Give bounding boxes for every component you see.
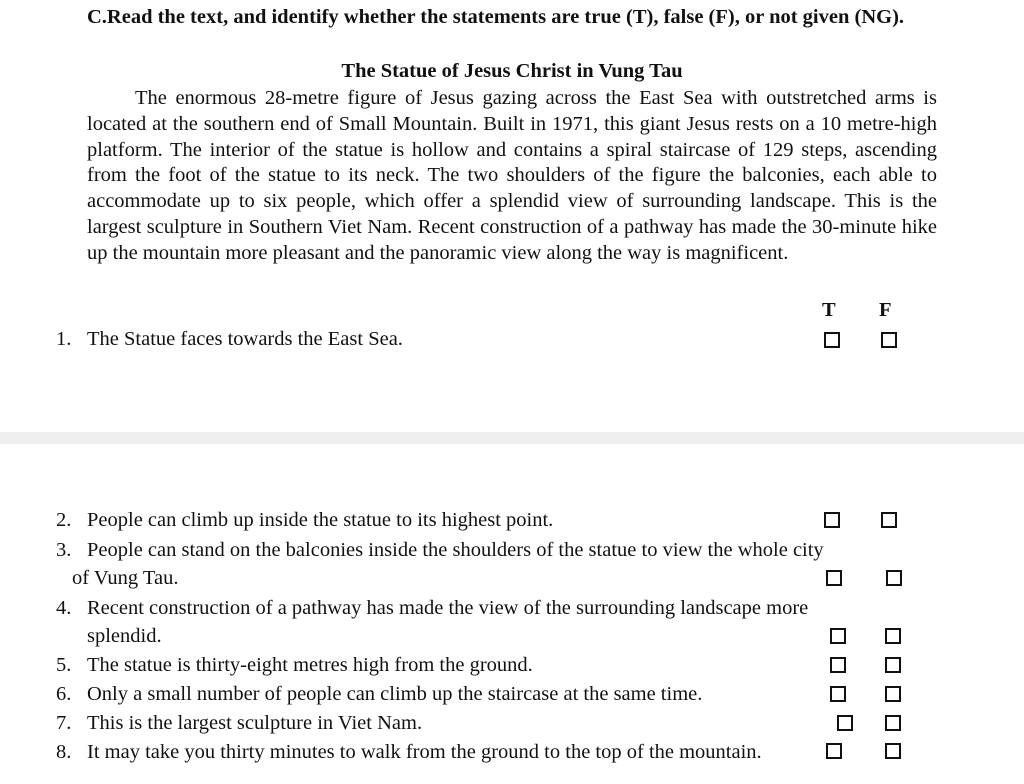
true-checkbox[interactable] — [837, 715, 853, 731]
statement-text-continued: splendid. — [87, 625, 162, 647]
false-checkbox[interactable] — [885, 715, 901, 731]
statement-text-continued: of Vung Tau. — [72, 567, 179, 589]
reading-passage: The enormous 28-metre figure of Jesus gazing across the East Sea with outstretched arms is located at the southern end of Small Mountain. Built in 1971, this giant Jesus rests on a 10 metre-high platform. The interior of the statue is hollow and contains a spiral staircase of 129 steps, ascending from the foot of the statue to its neck. The two shoulders of the figure the balconies, each able to accommodate up to six people, which offer a splendid view of surrounding landscape. This is the largest sculpture in Southern Viet Nam. Recent construction of a pathway has made the 30-minute hike up the mountain more pleasant and the panoramic view along the way is magnificent. — [87, 87, 937, 264]
false-checkbox[interactable] — [881, 332, 897, 348]
statement-number: 1. — [56, 328, 72, 350]
true-checkbox[interactable] — [830, 657, 846, 673]
statement-number: 6. — [56, 683, 72, 705]
true-checkbox[interactable] — [824, 332, 840, 348]
statement-text: It may take you thirty minutes to walk from the ground to the top of the mountain. — [87, 741, 762, 763]
true-checkbox[interactable] — [824, 512, 840, 528]
false-checkbox[interactable] — [885, 743, 901, 759]
false-checkbox[interactable] — [885, 657, 901, 673]
true-checkbox[interactable] — [826, 570, 842, 586]
statement-number: 8. — [56, 741, 72, 763]
statement-number: 5. — [56, 654, 72, 676]
false-checkbox[interactable] — [886, 570, 902, 586]
statement-text: The statue is thirty-eight metres high from the ground. — [87, 654, 533, 676]
statement-number: 2. — [56, 509, 72, 531]
false-checkbox[interactable] — [885, 686, 901, 702]
page-break — [0, 432, 1024, 444]
statement-text: People can climb up inside the statue to its highest point. — [87, 509, 554, 531]
false-checkbox[interactable] — [885, 628, 901, 644]
statement-text: Recent construction of a pathway has made the view of the surrounding landscape more — [87, 597, 809, 619]
statement-number: 3. — [56, 539, 72, 561]
true-checkbox[interactable] — [830, 628, 846, 644]
column-header-true: T — [822, 299, 836, 321]
column-header-false: F — [879, 299, 892, 321]
true-checkbox[interactable] — [826, 743, 842, 759]
statement-text: The Statue faces towards the East Sea. — [87, 328, 403, 350]
true-checkbox[interactable] — [830, 686, 846, 702]
statement-text: This is the largest sculpture in Viet Nam. — [87, 712, 423, 734]
statement-text: Only a small number of people can climb up the staircase at the same time. — [87, 683, 703, 705]
false-checkbox[interactable] — [881, 512, 897, 528]
exercise-instruction: C.Read the text, and identify whether the statements are true (T), false (F), or not given (NG). — [87, 6, 905, 28]
passage-title: The Statue of Jesus Christ in Vung Tau — [341, 60, 683, 82]
statement-text: People can stand on the balconies inside the shoulders of the statue to view the whole city — [87, 539, 824, 561]
statement-number: 7. — [56, 712, 72, 734]
statement-number: 4. — [56, 597, 72, 619]
